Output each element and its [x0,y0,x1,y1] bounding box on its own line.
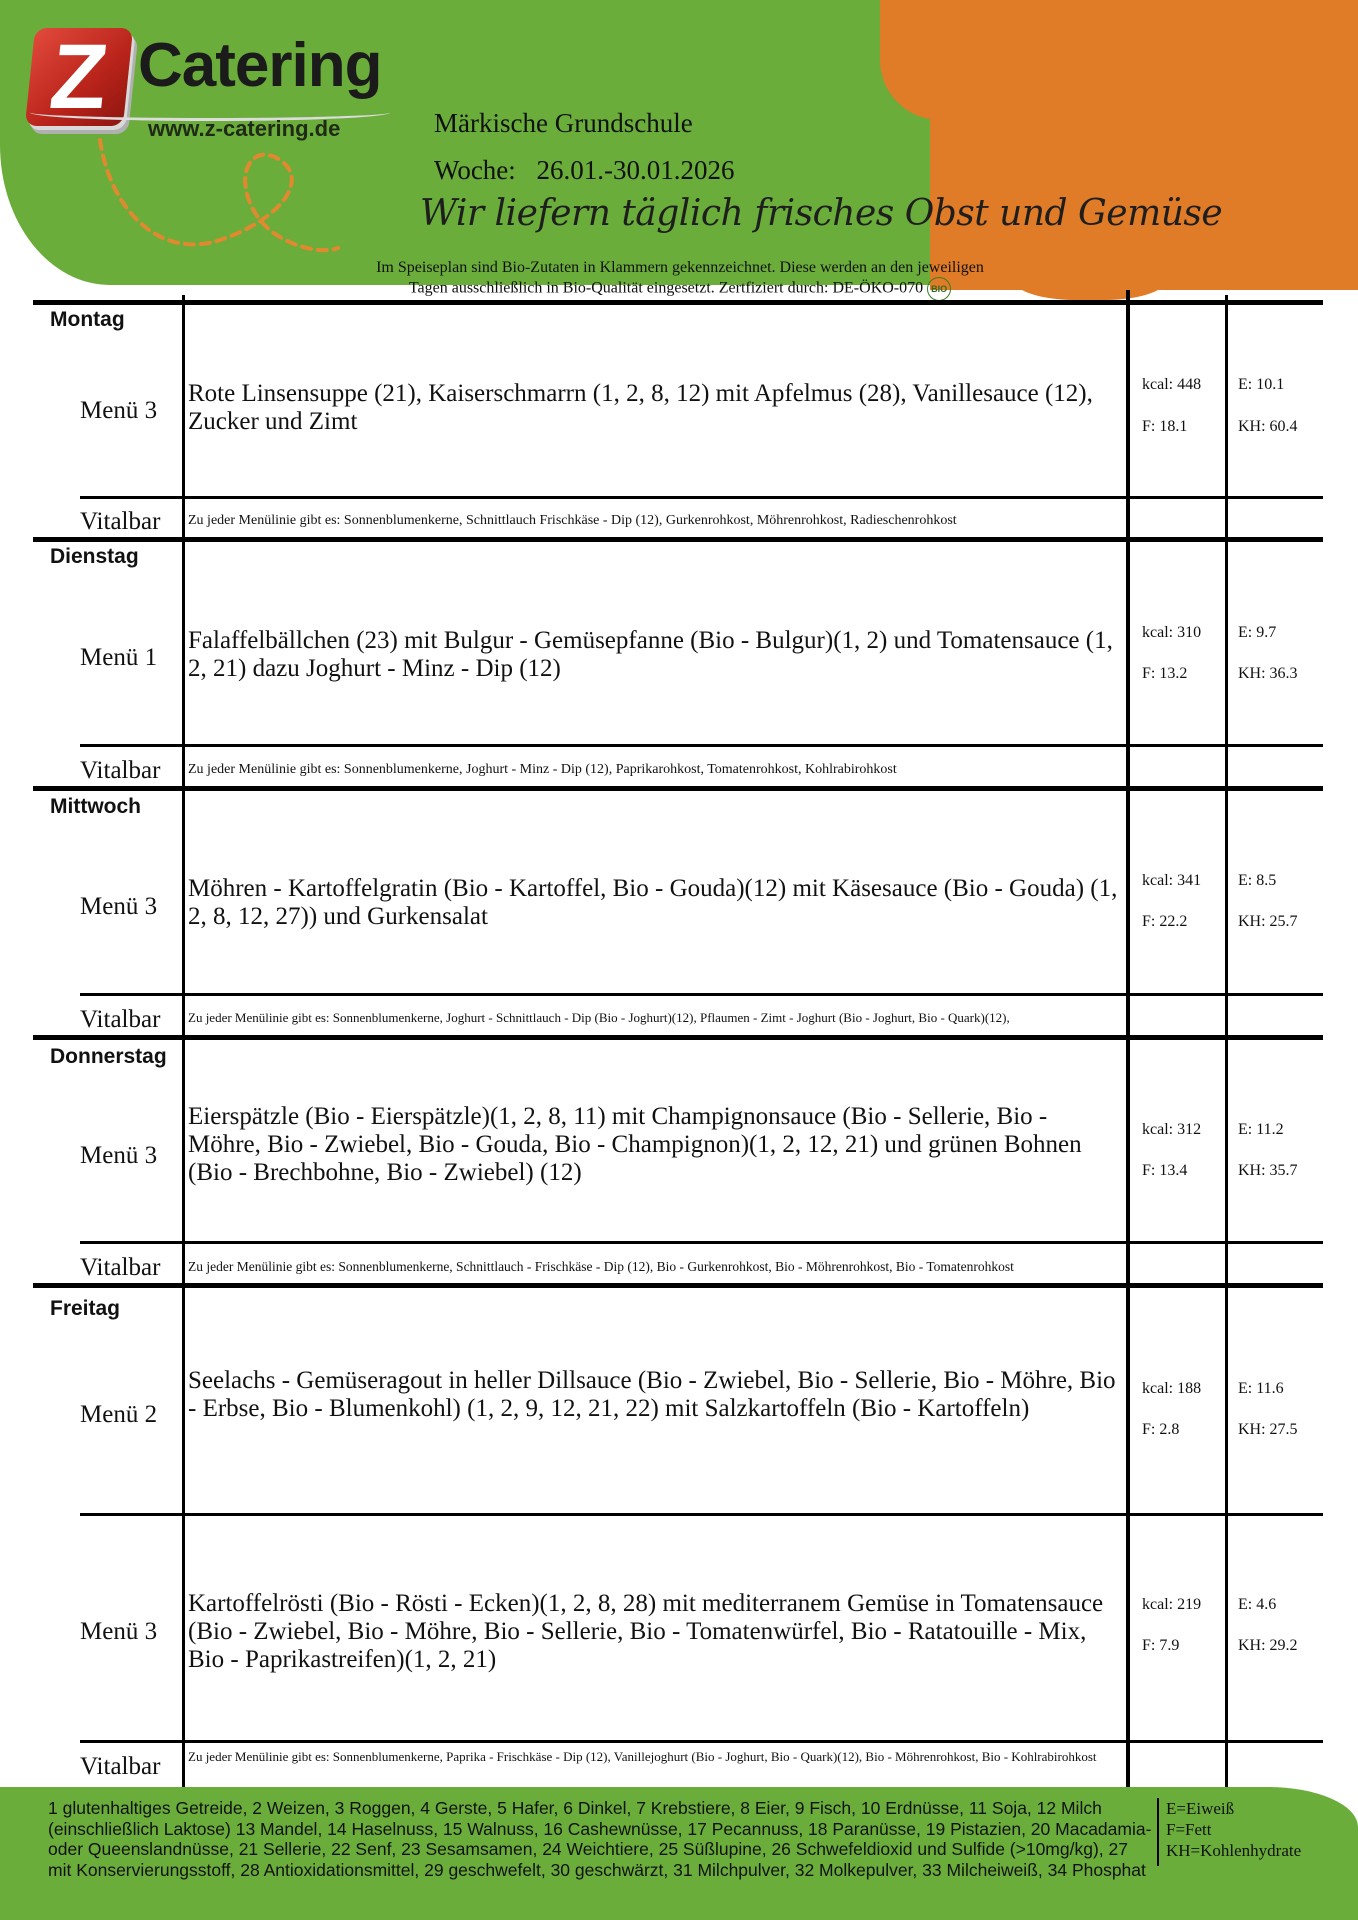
row-divider [80,993,1323,996]
protein-value: E: 8.5 [1238,872,1277,889]
dish-description: Seelachs - Gemüseragout in heller Dillsauce (Bio - Zwiebel, Bio - Sellerie, Bio - Möhre, Bio - Erbse, Bio - Blumenkohl) (1, 2, 9, 12, 21, 22) mit Salzkartoffeln (Bio - Kartoffeln) [188,1367,1116,1422]
decorative-loop-icon [80,120,340,270]
row-divider [80,1740,1323,1743]
menu-label: Menü 1 [80,644,158,671]
footer-divider [1157,1798,1159,1866]
carbs-value: KH: 35.7 [1238,1162,1298,1179]
vitalbar-label: Vitalbar [80,1254,161,1281]
allergen-list: 1 glutenhaltiges Getreide, 2 Weizen, 3 Roggen, 4 Gerste, 5 Hafer, 6 Dinkel, 7 Krebstiere, 8 Eier, 9 Fisch, 10 Erdnüsse, 11 Soja, 12 Milch (einschließlich Laktose) 13 Mandel, 14 Haselnuss, 15 Walnuss, 16 Cashewnüsse, 17 Pecannuss, 18 Paranüsse, 19 Pistazien, 20 Macadamia- oder Queenslandnüsse, 21 Sellerie, 22 Senf, 23 Sesamsamen, 24 Weichtiere, 25 Süßlupine, 26 Schwefeldioxid und Sulfide (>10mg/kg), 27 mit Konservierungsstoff, 28 Antioxidationsmittel, 29 geschwefelt, 30 geschwärzt, 31 Milchpulver, 32 Molkepulver, 33 Milcheiweiß, 34 Phosphat [48,1798,1152,1880]
table-left-border [182,295,185,1787]
bio-seal-icon: BIO [927,277,951,301]
dish-description: Möhren - Kartoffelgratin (Bio - Kartoffel, Bio - Gouda)(12) mit Käsesauce (Bio - Gouda) (1, 2, 8, 12, 27)) und Gurkensalat [188,875,1118,930]
kcal-value: kcal: 448 [1142,376,1202,393]
vitalbar-text: Zu jeder Menülinie gibt es: Sonnenblumenkerne, Schnittlauch Frischkäse - Dip (12), Gurkenrohkost, Möhrenrohkost, Radieschenrohkost [188,513,957,528]
fat-value: F: 13.2 [1142,665,1188,682]
kcal-value: kcal: 312 [1142,1121,1202,1138]
bio-note [300,258,1060,301]
carbs-value: KH: 27.5 [1238,1421,1298,1438]
menu-label: Menü 3 [80,1142,158,1169]
vitalbar-label: Vitalbar [80,757,161,784]
fat-value: F: 22.2 [1142,913,1188,930]
menu-label: Menü 3 [80,893,158,920]
fat-value: F: 13.4 [1142,1162,1188,1179]
vitalbar-text: Zu jeder Menülinie gibt es: Sonnenblumenkerne, Joghurt - Schnittlauch - Dip (Bio - Joghurt)(12), Pflaumen - Zimt - Joghurt (Bio - Joghurt, Bio - Quark)(12), [188,1010,1010,1025]
vitalbar-text: Zu jeder Menülinie gibt es: Sonnenblumenkerne, Paprika - Frischkäse - Dip (12), Vanillejoghurt (Bio - Joghurt, Bio - Quark)(12), Bio - Möhrenrohkost, Bio - Kohlrabirohkost [188,1749,1097,1764]
legend-carbs: KH=Kohlenhydrate [1166,1841,1302,1860]
website-link[interactable]: www.z-catering.de [148,116,341,141]
day-label-donnerstag: Donnerstag [50,1045,167,1068]
carbs-value: KH: 29.2 [1238,1637,1298,1654]
row-divider [80,1241,1323,1244]
week-range: 26.01.-30.01.2026 [536,155,735,185]
row-divider [80,1513,1323,1516]
protein-value: E: 11.6 [1238,1380,1284,1397]
week-label: Woche: [434,155,516,185]
fat-value: F: 18.1 [1142,418,1188,435]
menu-label: Menü 3 [80,397,158,424]
vitalbar-text: Zu jeder Menülinie gibt es: Sonnenblumenkerne, Joghurt - Minz - Dip (12), Paprikarohkost, Tomatenrohkost, Kohlrabirohkost [188,762,897,777]
day-divider [33,1283,1323,1288]
vitalbar-label: Vitalbar [80,508,161,535]
protein-value: E: 9.7 [1238,624,1277,641]
kcal-value: kcal: 219 [1142,1596,1202,1613]
dish-description: Falaffelbällchen (23) mit Bulgur - Gemüsepfanne (Bio - Bulgur)(1, 2) und Tomatensauce (1, 2, 21) dazu Joghurt - Minz - Dip (12) [188,627,1113,682]
kcal-value: kcal: 310 [1142,624,1202,641]
dish-description: Rote Linsensuppe (21), Kaiserschmarrn (1, 2, 8, 12) mit Apfelmus (28), Vanillesauce (12), Zucker und Zimt [188,380,1093,435]
carbs-value: KH: 25.7 [1238,913,1298,930]
fat-value: F: 7.9 [1142,1637,1180,1654]
day-divider [33,300,1323,305]
bio-note-line-1: Im Speiseplan sind Bio-Zutaten in Klammern gekennzeichnet. Diese werden an den jeweiligen [376,259,984,276]
vitalbar-label: Vitalbar [80,1753,161,1780]
day-label-mittwoch: Mittwoch [50,795,141,818]
row-divider [80,496,1323,499]
menu-label: Menü 2 [80,1401,158,1428]
day-label-freitag: Freitag [50,1297,121,1320]
protein-value: E: 11.2 [1238,1121,1284,1138]
logo-wordmark: Catering [138,31,382,100]
nutrition-legend [1166,1798,1301,1861]
table-macro-divider [1225,295,1228,1787]
bio-note-line-2: Tagen ausschließlich in Bio-Qualität eingesetzt. Zertfiziert durch: DE-ÖKO-070 BIO [300,277,1060,301]
day-divider [33,1035,1323,1040]
vitalbar-label: Vitalbar [80,1006,161,1033]
day-divider [33,537,1323,542]
day-label-montag: Montag [50,308,125,331]
z-logo-icon: Z [25,28,133,126]
dish-description: Eierspätzle (Bio - Eierspätzle)(1, 2, 8, 11) mit Champignonsauce (Bio - Sellerie, Bio - Möhre, Bio - Zwiebel, Bio - Gouda, Bio - Champignon)(1, 2, 12, 21) und grünen Bohnen (Bio - Brechbohne, Bio - Zwiebel) (12) [188,1103,1082,1186]
legend-fat: F=Fett [1166,1820,1212,1839]
carbs-value: KH: 60.4 [1238,418,1298,435]
row-divider [80,744,1323,747]
protein-value: E: 4.6 [1238,1596,1277,1613]
fat-value: F: 2.8 [1142,1421,1180,1438]
legend-protein: E=Eiweiß [1166,1799,1235,1818]
header-orange-splash-drip [880,0,1000,120]
day-label-dienstag: Dienstag [50,545,139,568]
week-line [434,155,735,186]
kcal-value: kcal: 341 [1142,872,1202,889]
dish-description: Kartoffelrösti (Bio - Rösti - Ecken)(1, 2, 8, 28) mit mediterranem Gemüse in Tomatensauce (Bio - Zwiebel, Bio - Möhre, Bio - Sellerie, Bio - Tomatenwürfel, Bio - Ratatouille - Mix, Bio - Paprikastreifen)(1, 2, 21) [188,1590,1104,1673]
vitalbar-text: Zu jeder Menülinie gibt es: Sonnenblumenkerne, Schnittlauch - Frischkäse - Dip (12), Bio - Gurkenrohkost, Bio - Möhrenrohkost, Bio - Tomatenrohkost [188,1259,1014,1274]
kcal-value: kcal: 188 [1142,1380,1202,1397]
slogan: Wir liefern täglich frisches Obst und Gemüse [420,193,1223,234]
protein-value: E: 10.1 [1238,376,1285,393]
school-name: Märkische Grundschule [434,108,693,138]
day-divider [33,786,1323,791]
menu-label: Menü 3 [80,1618,158,1645]
carbs-value: KH: 36.3 [1238,665,1298,682]
